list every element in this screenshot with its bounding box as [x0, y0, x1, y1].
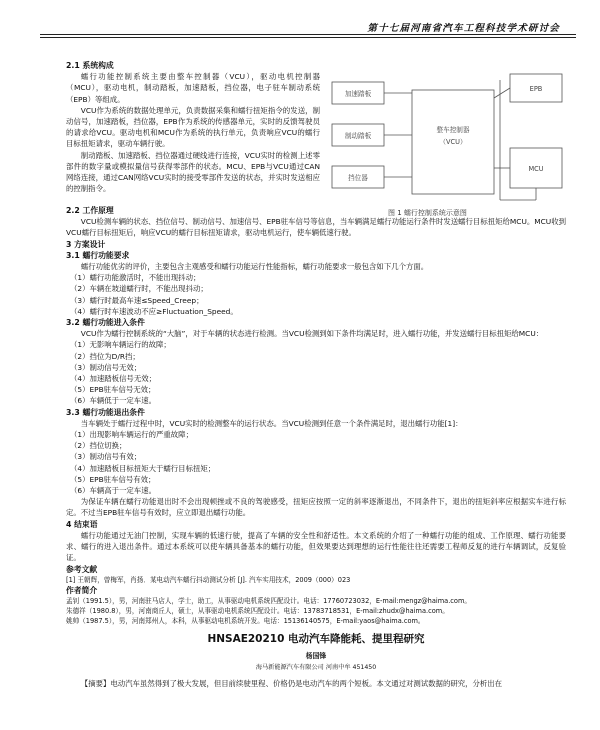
link-vcu-epb — [494, 88, 510, 98]
author-bio: 姚帅（1987.5），男，河南郑州人，本科，从事驱动电机系统开发。电话：15136140575，E-mail:yaos@haima.com。 — [66, 616, 425, 625]
next-article-abstract: 【摘要】电动汽车虽然得到了极大发展，但目前续驶里程、价格仍是电动汽车的两个短板。本文通过对测试数据的研究，分析出在 — [80, 678, 503, 688]
page-content — [66, 60, 566, 689]
label-vcu-1: 整车控制器 — [436, 126, 470, 134]
list-item: （3）蠕行时最高车速≤Speed_Creep； — [70, 295, 204, 305]
label-epb: EPB — [529, 85, 543, 93]
list-item: （1）蠕行功能激活时，不能出现抖动； — [70, 273, 201, 283]
heading-authors: 作者简介 — [66, 585, 98, 595]
label-vcu-2: （VCU） — [439, 138, 467, 146]
para-2-1-b: VCU作为系统的数据处理单元，负责数据采集和蠕行扭矩指令的发送，制动信号，加速踏板，挡位器，EPB作为系统的传感器单元，实时的反馈驾驶员的请求给VCU。驱动电机和MCU作为系统的执行单元，负责响应VCU的蠕行目标扭矩请求，驱动车辆行驶。 — [66, 105, 320, 149]
label-brake: 制动踏板 — [344, 132, 372, 140]
para-4: 蠕行功能通过无油门控制，实现车辆的低速行驶，提高了车辆的安全性和舒适性。本文系统的介绍了一种蠕行功能的组成、工作原理、蠕行功能要求、蠕行的进入退出条件。通过本系统可以使车辆具备基本的蠕行功能，但效果要达到理想的运行性能往往还需要工程师反复的进行车辆调试，反复验证。 — [66, 530, 566, 563]
list-item: （2）挡位为D/R挡； — [70, 351, 140, 361]
next-article-affiliation: 海马新能源汽车有限公司 河南中牟 451450 — [255, 664, 377, 672]
list-item: （4）蠕行时车速波动不应≥Fluctuation_Speed。 — [70, 306, 238, 316]
author-bio: 朱德祥（1980.8），男，河南商丘人，硕士，从事驱动电机系统匹配设计。电话：13783718531，E-mail:zhudx@haima.com。 — [66, 606, 449, 615]
para-3-3-outro: 为保证车辆在蠕行功能退出时不会出现顿挫或不良的驾驶感受，扭矩应按照一定的斜率逐渐退出，不同条件下，退出的扭矩斜率应根据实车进行标定。不过当EPB驻车信号有效时，应立即退出蠕行功能。 — [66, 497, 566, 518]
section-3-1 — [66, 250, 566, 317]
heading-4: 4 结束语 — [66, 519, 98, 529]
heading-references: 参考文献 — [66, 564, 98, 574]
list-item: （3）制动信号无效； — [70, 362, 142, 372]
section-2-1-text — [66, 60, 320, 194]
figure-caption: 图 1 蠕行控制系统示意图 — [388, 209, 467, 217]
page-header — [0, 0, 600, 42]
list-item: （4）加速踏板信号无效； — [70, 374, 157, 384]
list-item: （6）车辆低于一定车速。 — [70, 396, 157, 406]
list-item: （5）EPB驻车信号无效； — [70, 385, 156, 395]
header-rule — [40, 34, 576, 35]
system-diagram-svg — [328, 68, 568, 208]
section-4 — [66, 519, 566, 564]
reference-item: [1] 王朝辉，曾梅军，肖扬．某电动汽车蠕行抖动测试分析 [J]. 汽车实用技术，2009（000）023 — [66, 575, 351, 584]
para-3-3-intro: 当车辆处于蠕行过程中时，VCU实时的检测整车的运行状态。当VCU检测到任意一个条件满足时，退出蠕行功能[1]： — [80, 418, 463, 428]
heading-3-2: 3.2 蠕行功能进入条件 — [66, 318, 145, 328]
heading-3: 3 方案设计 — [66, 239, 106, 249]
para-2-1-a: 蠕行功能控制系统主要由整车控制器（VCU），驱动电机控制器（MCU），驱动电机，制动踏板，加速踏板，挡位器，电子驻车制动系统（EPB）等组成。 — [66, 72, 320, 104]
heading-2-2: 2.2 工作原理 — [66, 206, 114, 215]
references — [66, 564, 566, 626]
next-article — [66, 634, 566, 689]
list-item: （5）EPB驻车信号有效； — [70, 474, 156, 484]
next-article-author: 杨国锋 — [305, 652, 327, 661]
header-rule-thin — [40, 37, 576, 38]
author-bio: 孟钊（1991.5），男，河南驻马店人，学士，助工，从事驱动电机系统匹配设计。电话：17760723032，E-mail:mengz@haima.com。 — [66, 596, 471, 605]
next-article-title: HNSAE20210 电动汽车降能耗、提里程研究 — [207, 632, 425, 645]
list-item: （2）挡位切换； — [70, 441, 127, 451]
para-3-2-intro: VCU作为蠕行控制系统的“大脑”，对于车辆的状态进行检测。当VCU检测到如下条件均满足时，进入蠕行功能，并发送蠕行目标扭矩给MCU： — [80, 329, 544, 339]
system-diagram — [328, 68, 568, 218]
section-3-2 — [66, 317, 566, 407]
heading-2-1: 2.1 系统构成 — [66, 61, 114, 70]
list-item: （3）制动信号有效； — [70, 452, 142, 462]
heading-3-3: 3.3 蠕行功能退出条件 — [66, 407, 145, 417]
list-item: （1）出现影响车辆运行的严重故障； — [70, 430, 193, 440]
list-item: （1）无影响车辆运行的故障； — [70, 340, 171, 350]
list-item: （2）车辆在坡道蠕行时，不能出现抖动； — [70, 284, 208, 294]
para-3-1-intro: 蠕行功能优劣的评价，主要包含主观感受和蠕行功能运行性能指标，蠕行功能要求一般包含如下几个方面。 — [80, 262, 429, 272]
list-item: （6）车辆高于一定车速。 — [70, 486, 157, 496]
label-accel: 加速踏板 — [344, 90, 372, 98]
label-mcu: MCU — [528, 165, 544, 173]
para-2-1-c: 制动踏板、加速踏板、挡位器通过硬线进行连接，VCU实时的检测上述零部件的数字量或模拟量信号获得零部件的状态。MCU、EPB与VCU通过CAN网络连接，通过CAN网络VCU实时的接受零部件发送的状态，并实时发送相应的控制指令。 — [66, 150, 320, 194]
list-item: （4）加速踏板目标扭矩大于蠕行目标扭矩； — [70, 463, 216, 473]
para-2-2: VCU检测车辆的状态、挡位信号、制动信号、加速信号、EPB驻车信号等信息，当车辆满足蠕行功能运行条件时发送蠕行目标扭矩给MCU。MCU收到VCU蠕行目标扭矩后，响应VCU的蠕行目标扭矩请求，驱动电机运行，使车辆低速行驶。 — [66, 217, 566, 238]
heading-3-1: 3.1 蠕行功能要求 — [66, 250, 130, 260]
section-3-3 — [66, 407, 566, 519]
label-gear: 挡位器 — [348, 174, 368, 182]
conference-title: 第十七届河南省汽车工程科技学术研讨会 — [367, 23, 560, 34]
